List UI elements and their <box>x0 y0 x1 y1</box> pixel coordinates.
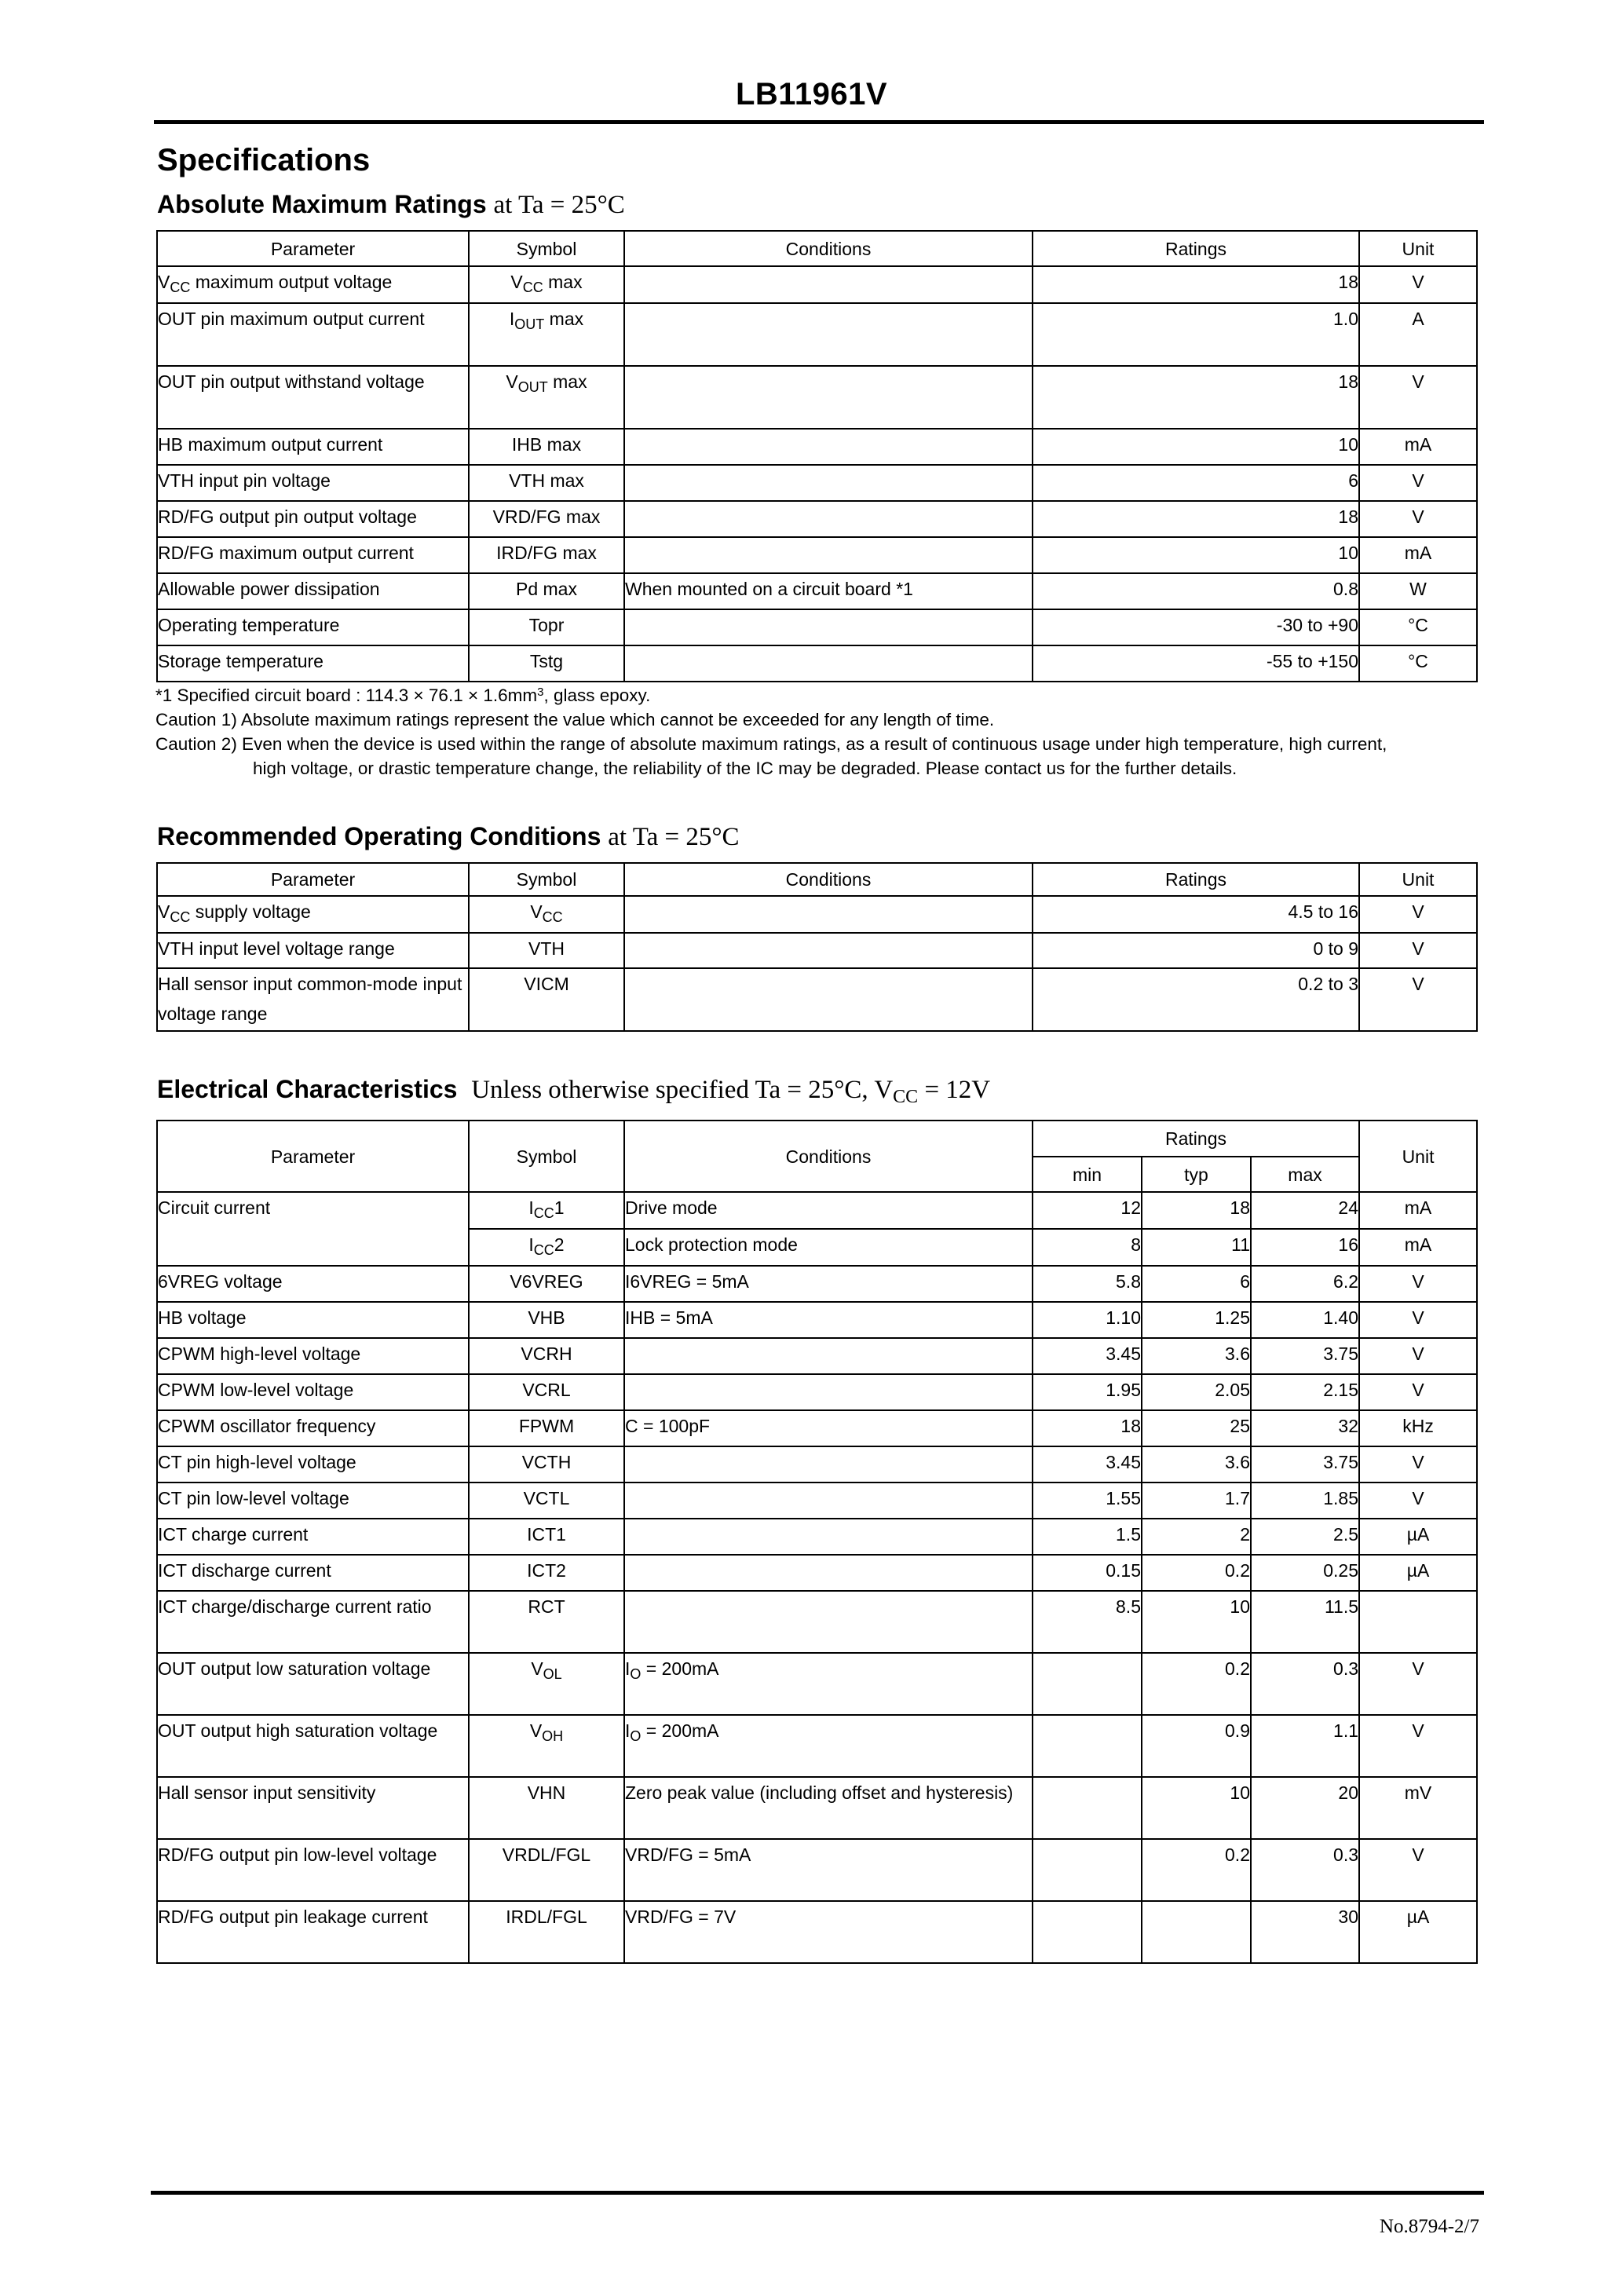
symbol-cell: VTH max <box>469 465 624 501</box>
conditions-cell: $I_O = 200mA$ <box>624 1715 1033 1777</box>
unit-cell: V <box>1359 501 1477 537</box>
rating-cell: -30 to +90 <box>1033 609 1359 645</box>
typ-cell: 1.25 <box>1142 1302 1251 1338</box>
conditions-cell <box>624 303 1033 366</box>
conditions-cell <box>624 896 1033 933</box>
symbol-cell: $I_{OUT}$ max <box>469 303 624 366</box>
symbol-cell: VCTH <box>469 1446 624 1483</box>
abs-max-header-row <box>157 231 1477 266</box>
min-cell: 1.55 <box>1033 1483 1142 1519</box>
parameter-cell: $V_{CC}$ maximum output voltage <box>157 266 469 303</box>
parameter-cell: CT pin high-level voltage <box>157 1446 469 1483</box>
symbol-cell: VRD/FG max <box>469 501 624 537</box>
unit-cell <box>1359 1591 1477 1653</box>
abs-max-title <box>157 190 625 220</box>
rating-cell: 1.0 <box>1033 303 1359 366</box>
conditions-cell <box>624 266 1033 303</box>
unit-cell: °C <box>1359 645 1477 682</box>
parameter-cell: Hall sensor input sensitivity <box>157 1777 469 1839</box>
conditions-cell <box>624 968 1033 1031</box>
unit-cell: V <box>1359 1483 1477 1519</box>
max-cell: 3.75 <box>1251 1446 1359 1483</box>
rec-op-table <box>156 862 1478 1032</box>
max-cell: 0.3 <box>1251 1839 1359 1901</box>
max-cell: 0.3 <box>1251 1653 1359 1715</box>
unit-cell: V <box>1359 1266 1477 1302</box>
unit-cell: °C <box>1359 609 1477 645</box>
parameter-cell: VTH input pin voltage <box>157 465 469 501</box>
symbol-cell: VHB <box>469 1302 624 1338</box>
max-cell: 32 <box>1251 1410 1359 1446</box>
unit-cell: V <box>1359 465 1477 501</box>
symbol-cell: VCRH <box>469 1338 624 1374</box>
symbol-cell: $V_{OL}$ <box>469 1653 624 1715</box>
max-cell: 6.2 <box>1251 1266 1359 1302</box>
header-rule <box>154 120 1484 124</box>
abs-max-title-text: Absolute Maximum Ratings <box>157 190 487 218</box>
min-cell: 8 <box>1033 1229 1142 1266</box>
parameter-cell: 6VREG voltage <box>157 1266 469 1302</box>
table-row <box>157 501 1477 537</box>
symbol-cell: $I_{CC}1$ <box>469 1192 624 1229</box>
parameter-cell: Hall sensor input common-mode input voltage range <box>157 968 469 1031</box>
col-min: min <box>1033 1157 1142 1192</box>
parameter-cell: OUT output high saturation voltage <box>157 1715 469 1777</box>
unit-cell: A <box>1359 303 1477 366</box>
table-row <box>157 1302 1477 1338</box>
parameter-cell: CPWM low-level voltage <box>157 1374 469 1410</box>
min-cell: 18 <box>1033 1410 1142 1446</box>
footnote-1: *1 Specified circuit board : $114.3 \times 76.1 \times 1.6mm^3$, glass epoxy. <box>155 686 651 705</box>
min-cell <box>1033 1901 1142 1963</box>
max-cell: 0.25 <box>1251 1555 1359 1591</box>
typ-cell: 11 <box>1142 1229 1251 1266</box>
unit-cell: V <box>1359 968 1477 1031</box>
parameter-cell: RD/FG output pin low-level voltage <box>157 1839 469 1901</box>
conditions-cell: VRD/FG = 5mA <box>624 1839 1033 1901</box>
table-row <box>157 537 1477 573</box>
parameter-cell: HB voltage <box>157 1302 469 1338</box>
caution-1: Caution 1) Absolute maximum ratings represent the value which cannot be exceeded for any length of time. <box>155 710 995 729</box>
symbol-cell: V6VREG <box>469 1266 624 1302</box>
parameter-cell: VTH input level voltage range <box>157 933 469 968</box>
col-ratings: Ratings <box>1033 231 1359 266</box>
unit-cell: mV <box>1359 1777 1477 1839</box>
conditions-cell: $I_O = 200mA$ <box>624 1653 1033 1715</box>
conditions-cell <box>624 1519 1033 1555</box>
rec-op-title-text: Recommended Operating Conditions <box>157 822 601 850</box>
symbol-cell: IHB max <box>469 429 624 465</box>
col-conditions: Conditions <box>624 863 1033 896</box>
table-row <box>157 366 1477 429</box>
conditions-cell: C = 100pF <box>624 1410 1033 1446</box>
symbol-cell: VRDL/FGL <box>469 1839 624 1901</box>
max-cell: 30 <box>1251 1901 1359 1963</box>
symbol-cell: IRDL/FGL <box>469 1901 624 1963</box>
caution-2-line-2: high voltage, or drastic temperature change, the reliability of the IC may be degraded. Please contact us for the further details. <box>253 759 1237 778</box>
specifications-heading: Specifications <box>157 143 371 177</box>
caution-2-line-1: Caution 2) Even when the device is used within the range of absolute maximum ratings, as a result of continuous usage under high temperature, high current, <box>155 734 1387 754</box>
min-cell <box>1033 1777 1142 1839</box>
table-row <box>157 1446 1477 1483</box>
col-ratings: Ratings <box>1033 863 1359 896</box>
table-row <box>157 429 1477 465</box>
max-cell: 24 <box>1251 1192 1359 1229</box>
parameter-cell: $V_{CC}$ supply voltage <box>157 896 469 933</box>
unit-cell: V <box>1359 1338 1477 1374</box>
typ-cell: 2 <box>1142 1519 1251 1555</box>
typ-cell: 10 <box>1142 1777 1251 1839</box>
abs-max-table <box>156 230 1478 682</box>
typ-cell: 6 <box>1142 1266 1251 1302</box>
elec-header-row-1 <box>157 1121 1477 1157</box>
max-cell: 11.5 <box>1251 1591 1359 1653</box>
symbol-cell: ICT1 <box>469 1519 624 1555</box>
notes <box>155 680 1490 781</box>
unit-cell: V <box>1359 896 1477 933</box>
abs-max-condition: at Ta = 25°C <box>493 191 625 219</box>
col-typ: typ <box>1142 1157 1251 1192</box>
unit-cell: V <box>1359 266 1477 303</box>
elec-table <box>156 1120 1478 1964</box>
conditions-cell <box>624 501 1033 537</box>
elec-title-text: Electrical Characteristics <box>157 1075 458 1103</box>
table-row <box>157 896 1477 933</box>
symbol-cell: VICM <box>469 968 624 1031</box>
table-row <box>157 465 1477 501</box>
table-row <box>157 1192 1477 1229</box>
conditions-cell: When mounted on a circuit board *1 <box>624 573 1033 609</box>
table-row <box>157 1653 1477 1715</box>
unit-cell: V <box>1359 1302 1477 1338</box>
min-cell: 8.5 <box>1033 1591 1142 1653</box>
col-symbol: Symbol <box>469 863 624 896</box>
table-row <box>157 1901 1477 1963</box>
conditions-cell <box>624 1338 1033 1374</box>
min-cell: 1.10 <box>1033 1302 1142 1338</box>
max-cell: 16 <box>1251 1229 1359 1266</box>
table-row <box>157 1374 1477 1410</box>
unit-cell: V <box>1359 1446 1477 1483</box>
min-cell: 3.45 <box>1033 1338 1142 1374</box>
col-symbol: Symbol <box>469 1121 624 1192</box>
conditions-cell: Drive mode <box>624 1192 1033 1229</box>
col-symbol: Symbol <box>469 231 624 266</box>
table-row <box>157 933 1477 968</box>
col-unit: Unit <box>1359 231 1477 266</box>
symbol-cell: Pd max <box>469 573 624 609</box>
conditions-cell: Zero peak value (including offset and hysteresis) <box>624 1777 1033 1839</box>
symbol-cell: $V_{CC}$ max <box>469 266 624 303</box>
conditions-cell <box>624 366 1033 429</box>
symbol-cell: IRD/FG max <box>469 537 624 573</box>
conditions-cell <box>624 1555 1033 1591</box>
parameter-cell: OUT pin output withstand voltage <box>157 366 469 429</box>
table-row <box>157 1483 1477 1519</box>
rating-cell: 18 <box>1033 266 1359 303</box>
symbol-cell: VHN <box>469 1777 624 1839</box>
table-row <box>157 1591 1477 1653</box>
max-cell: 1.85 <box>1251 1483 1359 1519</box>
table-row <box>157 1410 1477 1446</box>
table-row <box>157 1338 1477 1374</box>
parameter-cell: Allowable power dissipation <box>157 573 469 609</box>
footer-rule <box>151 2191 1484 2195</box>
page-number: No.8794-2/7 <box>1379 2216 1479 2237</box>
typ-cell: 0.2 <box>1142 1653 1251 1715</box>
rec-op-condition: at Ta = 25°C <box>608 823 740 851</box>
unit-cell: µA <box>1359 1555 1477 1591</box>
parameter-cell: ICT charge current <box>157 1519 469 1555</box>
table-row <box>157 1839 1477 1901</box>
rating-cell: -55 to +150 <box>1033 645 1359 682</box>
typ-cell: 25 <box>1142 1410 1251 1446</box>
symbol-cell: $V_{OUT}$ max <box>469 366 624 429</box>
symbol-cell: ICT2 <box>469 1555 624 1591</box>
conditions-cell <box>624 609 1033 645</box>
parameter-cell: Storage temperature <box>157 645 469 682</box>
max-cell: 1.40 <box>1251 1302 1359 1338</box>
parameter-cell: Circuit current <box>157 1192 469 1266</box>
symbol-cell: $V_{CC}$ <box>469 896 624 933</box>
conditions-cell: I6VREG = 5mA <box>624 1266 1033 1302</box>
col-parameter: Parameter <box>157 1121 469 1192</box>
unit-cell: kHz <box>1359 1410 1477 1446</box>
unit-cell: W <box>1359 573 1477 609</box>
conditions-cell <box>624 537 1033 573</box>
unit-cell: mA <box>1359 1192 1477 1229</box>
unit-cell: mA <box>1359 429 1477 465</box>
rating-cell: 4.5 to 16 <box>1033 896 1359 933</box>
conditions-cell: IHB = 5mA <box>624 1302 1033 1338</box>
parameter-cell: OUT output low saturation voltage <box>157 1653 469 1715</box>
table-row <box>157 1715 1477 1777</box>
col-parameter: Parameter <box>157 863 469 896</box>
table-row <box>157 609 1477 645</box>
parameter-cell: ICT charge/discharge current ratio <box>157 1591 469 1653</box>
max-cell: 2.15 <box>1251 1374 1359 1410</box>
elec-condition: Unless otherwise specified Ta = 25°C, $V_{CC} = 12V$ <box>471 1076 991 1107</box>
table-row <box>157 266 1477 303</box>
unit-cell: mA <box>1359 1229 1477 1266</box>
symbol-cell: Tstg <box>469 645 624 682</box>
typ-cell: 2.05 <box>1142 1374 1251 1410</box>
typ-cell: 3.6 <box>1142 1338 1251 1374</box>
col-unit: Unit <box>1359 863 1477 896</box>
conditions-cell <box>624 465 1033 501</box>
typ-cell: 1.7 <box>1142 1483 1251 1519</box>
max-cell: 3.75 <box>1251 1338 1359 1374</box>
unit-cell: V <box>1359 933 1477 968</box>
conditions-cell <box>624 933 1033 968</box>
col-unit: Unit <box>1359 1121 1477 1192</box>
rating-cell: 0.2 to 3 <box>1033 968 1359 1031</box>
min-cell <box>1033 1839 1142 1901</box>
conditions-cell <box>624 1483 1033 1519</box>
col-conditions: Conditions <box>624 231 1033 266</box>
typ-cell: 3.6 <box>1142 1446 1251 1483</box>
min-cell: 0.15 <box>1033 1555 1142 1591</box>
conditions-cell <box>624 1374 1033 1410</box>
max-cell: 2.5 <box>1251 1519 1359 1555</box>
min-cell: 12 <box>1033 1192 1142 1229</box>
parameter-cell: RD/FG output pin leakage current <box>157 1901 469 1963</box>
rating-cell: 10 <box>1033 537 1359 573</box>
parameter-cell: CPWM high-level voltage <box>157 1338 469 1374</box>
parameter-cell: OUT pin maximum output current <box>157 303 469 366</box>
symbol-cell: FPWM <box>469 1410 624 1446</box>
table-row <box>157 1266 1477 1302</box>
conditions-cell <box>624 429 1033 465</box>
conditions-cell <box>624 1591 1033 1653</box>
table-row <box>157 1777 1477 1839</box>
parameter-cell: ICT discharge current <box>157 1555 469 1591</box>
min-cell: 3.45 <box>1033 1446 1142 1483</box>
min-cell <box>1033 1653 1142 1715</box>
table-row <box>157 303 1477 366</box>
conditions-cell: VRD/FG = 7V <box>624 1901 1033 1963</box>
unit-cell: mA <box>1359 537 1477 573</box>
symbol-cell: $I_{CC}2$ <box>469 1229 624 1266</box>
elec-title <box>157 1075 990 1108</box>
unit-cell: µA <box>1359 1901 1477 1963</box>
rec-op-header-row <box>157 863 1477 896</box>
rating-cell: 18 <box>1033 366 1359 429</box>
document-title: LB11961V <box>735 77 888 112</box>
symbol-cell: VCTL <box>469 1483 624 1519</box>
unit-cell: V <box>1359 1374 1477 1410</box>
typ-cell: 18 <box>1142 1192 1251 1229</box>
symbol-cell: RCT <box>469 1591 624 1653</box>
table-row <box>157 573 1477 609</box>
typ-cell: 0.2 <box>1142 1839 1251 1901</box>
table-row <box>157 968 1477 1031</box>
parameter-cell: CT pin low-level voltage <box>157 1483 469 1519</box>
col-ratings: Ratings <box>1033 1121 1359 1157</box>
conditions-cell: Lock protection mode <box>624 1229 1033 1266</box>
symbol-cell: Topr <box>469 609 624 645</box>
col-max: max <box>1251 1157 1359 1192</box>
parameter-cell: Operating temperature <box>157 609 469 645</box>
rating-cell: 0.8 <box>1033 573 1359 609</box>
unit-cell: V <box>1359 1715 1477 1777</box>
typ-cell: 10 <box>1142 1591 1251 1653</box>
symbol-cell: $V_{OH}$ <box>469 1715 624 1777</box>
table-row <box>157 645 1477 682</box>
conditions-cell <box>624 1446 1033 1483</box>
unit-cell: V <box>1359 366 1477 429</box>
unit-cell: V <box>1359 1839 1477 1901</box>
parameter-cell: CPWM oscillator frequency <box>157 1410 469 1446</box>
max-cell: 20 <box>1251 1777 1359 1839</box>
table-row <box>157 1555 1477 1591</box>
symbol-cell: VTH <box>469 933 624 968</box>
min-cell: 1.95 <box>1033 1374 1142 1410</box>
min-cell <box>1033 1715 1142 1777</box>
unit-cell: µA <box>1359 1519 1477 1555</box>
symbol-cell: VCRL <box>469 1374 624 1410</box>
rating-cell: 6 <box>1033 465 1359 501</box>
col-parameter: Parameter <box>157 231 469 266</box>
table-row <box>157 1519 1477 1555</box>
unit-cell: V <box>1359 1653 1477 1715</box>
rec-op-title <box>157 822 740 852</box>
parameter-cell: RD/FG maximum output current <box>157 537 469 573</box>
typ-cell: 0.2 <box>1142 1555 1251 1591</box>
typ-cell <box>1142 1901 1251 1963</box>
min-cell: 1.5 <box>1033 1519 1142 1555</box>
rating-cell: 10 <box>1033 429 1359 465</box>
rating-cell: 0 to 9 <box>1033 933 1359 968</box>
parameter-cell: RD/FG output pin output voltage <box>157 501 469 537</box>
parameter-cell: HB maximum output current <box>157 429 469 465</box>
rating-cell: 18 <box>1033 501 1359 537</box>
typ-cell: 0.9 <box>1142 1715 1251 1777</box>
max-cell: 1.1 <box>1251 1715 1359 1777</box>
col-conditions: Conditions <box>624 1121 1033 1192</box>
conditions-cell <box>624 645 1033 682</box>
min-cell: 5.8 <box>1033 1266 1142 1302</box>
